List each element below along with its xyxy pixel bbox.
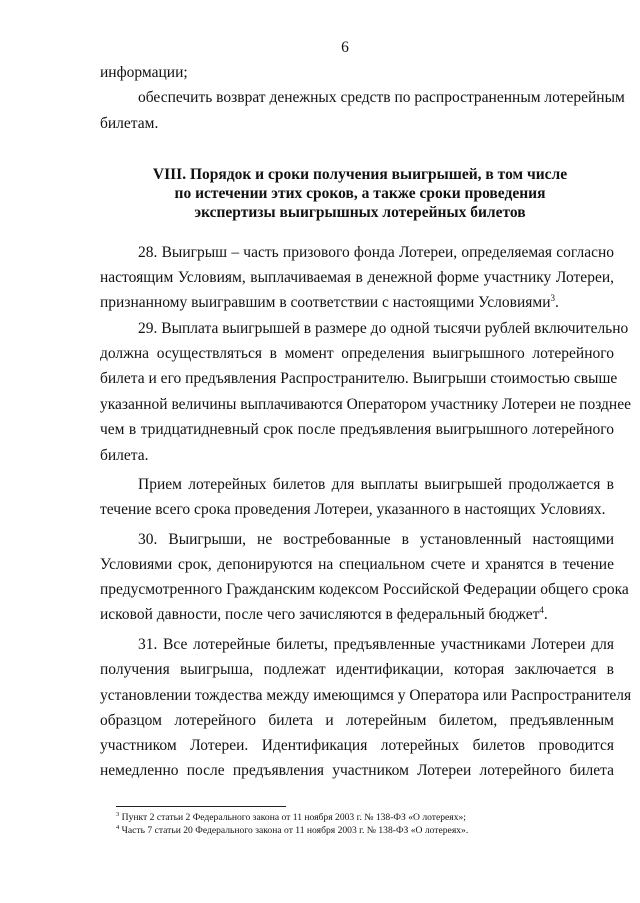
text-line: Условиями срок, депонируются на специальном счете и хранятся в течение (100, 556, 614, 573)
text-line: 31. Все лотерейные билеты, предъявленные участниками Лотереи для (138, 636, 614, 653)
page-number: 6 (341, 39, 349, 56)
text-line: 28. Выигрыш – часть призового фонда Лотереи, определяемая согласно (138, 244, 614, 261)
footnote-text: Часть 7 статьи 20 Федерального закона от 11 ноября 2003 г. № 138-ФЗ «О лотереях». (121, 825, 469, 836)
text-line: течение всего срока проведения Лотереи, указанного в настоящих Условиях. (100, 501, 606, 518)
sentence-end: . (543, 606, 548, 623)
text-line: образцом лотерейного билета и лотерейным билетом, предъявленным (100, 712, 614, 729)
sentence-end: . (555, 294, 559, 311)
text-line: билетам. (100, 115, 159, 132)
text-line: исковой давности, после чего зачисляются в федеральный бюджет (100, 606, 540, 623)
text-line-with-ref (100, 605, 548, 625)
text-line: получения выигрыша, подлежат идентификации, которая заключается в (100, 661, 614, 678)
section-heading: экспертизы выигрышных лотерейных билетов (194, 204, 526, 221)
text-line: установлении тождества между имеющимся у Оператора или Распространителя (100, 687, 632, 704)
footnote-ref: 3 (550, 292, 556, 303)
text-line: участником Лотереи. Идентификация лотерейных билетов проводится (100, 737, 614, 754)
footnote-text: Пункт 2 статьи 2 Федерального закона от 11 ноября 2003 г. № 138-ФЗ «О лотереях»; (121, 812, 466, 823)
text-line: чем в тридцатидневный срок после предъявления выигрышного лотерейного (100, 421, 614, 438)
footnote-separator (116, 806, 286, 807)
section-heading: VIII. Порядок и сроки получения выигрышей, в том числе (152, 166, 568, 183)
footnote-number: 3 (116, 810, 120, 818)
text-line: 29. Выплата выигрышей в размере до одной тысячи рублей включительно (138, 320, 629, 337)
footnote-ref: 4 (539, 604, 544, 615)
text-line: должна осуществляться в момент определения выигрышного лотерейного (100, 345, 614, 362)
text-line: информации; (100, 64, 188, 81)
section-heading: по истечении этих сроков, а также сроки проведения (174, 185, 546, 202)
footnote (116, 825, 468, 837)
footnote (116, 812, 466, 824)
text-line: указанной величины выплачиваются Оператором участнику Лотереи не позднее (100, 396, 631, 413)
text-line: билета. (100, 447, 149, 464)
text-line: настоящим Условиям, выплачиваемая в денежной форме участнику Лотереи, (100, 269, 614, 286)
text-line: билета и его предъявления Распространителю. Выигрыши стоимостью свыше (100, 370, 618, 387)
text-line-with-ref (100, 293, 559, 313)
text-line: немедленно после предъявления участником Лотереи лотерейного билета (100, 762, 614, 779)
text-line: предусмотренного Гражданским кодексом Российской Федерации общего срока (100, 581, 629, 598)
footnote-number: 4 (116, 823, 120, 831)
text-line: 30. Выигрыши, не востребованные в установленный настоящими (138, 531, 614, 548)
text-line: Прием лотерейных билетов для выплаты выигрышей продолжается в (138, 476, 614, 493)
text-line: обеспечить возврат денежных средств по распространенным лотерейным (138, 89, 625, 106)
text-line: признанному выигравшим в соответствии с настоящими Условиями (100, 294, 551, 311)
